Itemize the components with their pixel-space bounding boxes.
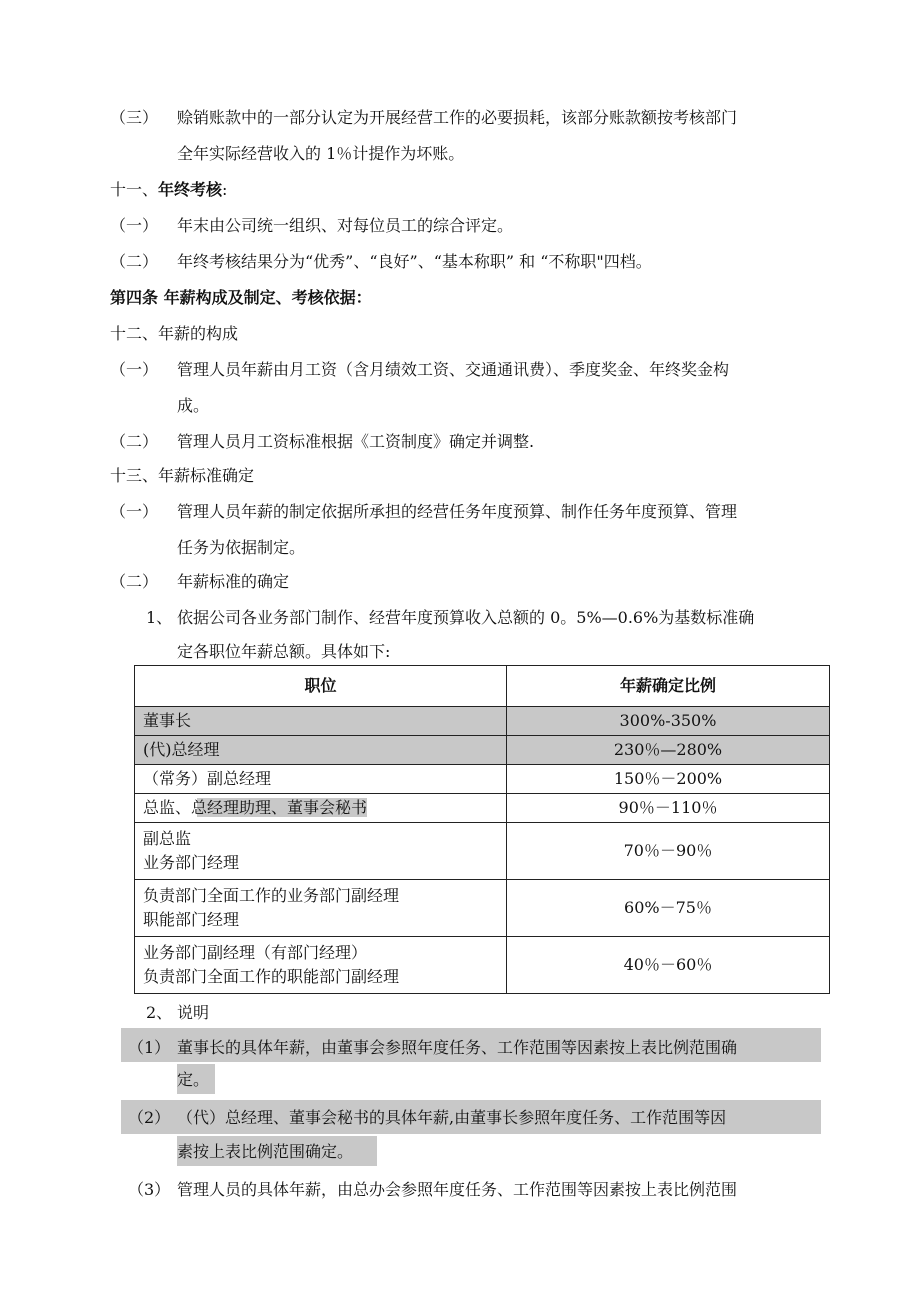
cell-position-line: 职能部门经理: [143, 910, 240, 929]
article-heading: 第四条 年薪构成及制定、考核依据：: [110, 288, 372, 307]
section-heading-13: 十三、年薪标准确定: [110, 466, 255, 485]
header-position: 职位: [135, 666, 507, 707]
item-number: （二）: [110, 572, 159, 591]
paragraph-line: 年薪标准的确定: [177, 572, 290, 591]
paragraph-line: 管理人员年薪由月工资（含月绩效工资、交通通讯费）、季度奖金、年终奖金构: [177, 360, 730, 379]
item-number: （三）: [110, 108, 159, 127]
cell-ratio: 150％－200%: [507, 765, 830, 794]
heading-tail: :: [222, 180, 228, 199]
header-ratio: 年薪确定比例: [507, 666, 830, 707]
item-number: （一）: [110, 502, 159, 521]
cell-ratio: 70％－90％: [507, 823, 830, 880]
paragraph-line: 年末由公司统一组织、对每位员工的综合评定。: [177, 216, 514, 235]
section-heading-11: [110, 178, 227, 202]
cell-position-line: 负责部门全面工作的业务部门副经理: [143, 886, 400, 905]
paragraph-line: （代）总经理、董事会秘书的具体年薪,由董事长参照年度任务、工作范围等因: [177, 1108, 727, 1127]
paragraph-line: 定。: [177, 1070, 210, 1089]
table-row: [135, 765, 830, 794]
sub-item-number: 2、: [146, 1003, 173, 1022]
table-row: [135, 880, 830, 937]
item-number: （二）: [110, 432, 159, 451]
cell-position-line: 业务部门经理: [143, 853, 240, 872]
cell-ratio: 40％－60％: [507, 937, 830, 994]
paragraph-line: 任务为依据制定。: [177, 538, 306, 557]
table-header-row: [135, 666, 830, 707]
paragraph-line: 年终考核结果分为“优秀”、“良好”、“基本称职” 和 “不称职"四档。: [177, 252, 652, 271]
paragraph-line: 管理人员的具体年薪，由总办会参照年度任务、工作范围等因素按上表比例范围: [177, 1180, 738, 1199]
table-row: [135, 794, 830, 823]
paragraph-line: 成。: [177, 396, 210, 415]
cell-ratio: 230％—280%: [507, 736, 830, 765]
paragraph-line: 全年实际经营收入的 1％计提作为坏账。: [177, 144, 465, 163]
paragraph-line: 依据公司各业务部门制作、经营年度预算收入总额的 0。5%—0.6%为基数标准确: [177, 608, 755, 627]
cell-ratio: 60%－75％: [507, 880, 830, 937]
paragraph-line: 管理人员年薪的制定依据所承担的经营任务年度预算、制作任务年度预算、管理: [177, 502, 738, 521]
table-row: [135, 937, 830, 994]
cell-position: [135, 937, 507, 994]
paragraph-line: 说明: [177, 1003, 210, 1022]
paragraph-line: 董事长的具体年薪，由董事会参照年度任务、工作范围等因素按上表比例范围确: [177, 1038, 738, 1057]
note-number: （2）: [128, 1108, 171, 1127]
table-row: [135, 736, 830, 765]
heading-number: 十一、: [110, 180, 159, 199]
cell-position-line: 副总监: [143, 829, 192, 848]
cell-ratio: 90％－110％: [507, 794, 830, 823]
item-number: （一）: [110, 360, 159, 379]
paragraph-line: 素按上表比例范围确定。: [177, 1142, 354, 1161]
table-row: [135, 707, 830, 736]
item-number: （二）: [110, 252, 159, 271]
cell-position: [135, 823, 507, 880]
cell-ratio: 300%-350%: [507, 707, 830, 736]
salary-ratio-table: [134, 665, 830, 994]
cell-position-text: 总监、总经理助理、董事会秘书: [143, 798, 368, 817]
sub-item-number: 1、: [146, 608, 173, 627]
cell-position: [135, 794, 507, 823]
paragraph-line: 定各职位年薪总额。具体如下:: [177, 642, 391, 661]
cell-position: [135, 880, 507, 937]
cell-position: (代)总经理: [135, 736, 507, 765]
paragraph-line: 赊销账款中的一部分认定为开展经营工作的必要损耗，该部分账款额按考核部门: [177, 108, 738, 127]
heading-bold-text: 年终考核: [158, 180, 223, 199]
note-number: （1）: [128, 1038, 171, 1057]
cell-position: 董事长: [135, 707, 507, 736]
cell-position-line: 负责部门全面工作的职能部门副经理: [143, 967, 400, 986]
section-heading-12: 十二、年薪的构成: [110, 324, 239, 343]
cell-position: （常务）副总经理: [135, 765, 507, 794]
item-number: （一）: [110, 216, 159, 235]
cell-position-line: 业务部门副经理（有部门经理）: [143, 943, 368, 962]
note-number: （3）: [128, 1180, 171, 1199]
paragraph-line: 管理人员月工资标准根据《工资制度》确定并调整.: [177, 432, 535, 451]
table-row: [135, 823, 830, 880]
